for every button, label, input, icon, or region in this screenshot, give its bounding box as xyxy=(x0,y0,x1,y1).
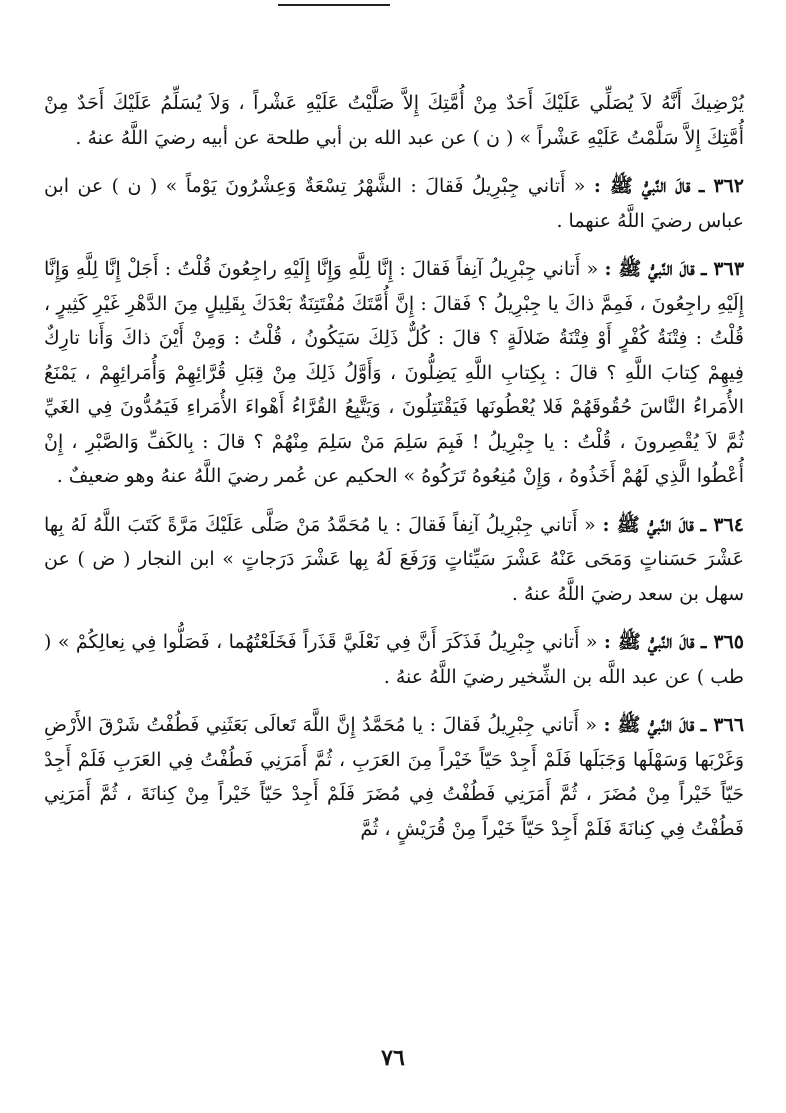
hadith-attribution: قالَ النَّبيُّ ﷺ : xyxy=(593,175,691,197)
paragraph-text: يُرْضِيكَ أَنَّهُ لاَ يُصَلِّي عَلَيْكَ أَحَدٌ مِنْ أُمَّتِكَ إِلاَّ صَلَّيْتُ عَلَيْهِ عَشْراً ، وَلاَ يُسَلِّمُ عَلَيْكَ أَحَدٌ مِنْ أُمَّتِكَ إِلاَّ سَلَّمْتُ عَلَيْهِ عَشْراً » ( ن ) عن عبد الله بن أبي طلحة عن أبيه رضيَ اللَّهُ عنهُ . xyxy=(44,92,744,149)
paragraph-text: « أَتاني جِبْرِيلُ فَقالَ : يا مُحَمَّدُ إِنَّ اللَّهَ تَعالَى بَعَثَنِي فَطُفْتُ شَرْقَ الأَرْضِ وَغَرْبَها وَسَهْلَها وَجَبَلَها فَلَمْ أَجِدْ حَيّاً خَيْراً مِنَ العَرَبِ ، ثُمَّ أَمَرَنِي فَطُفْتُ فِي العَرَبِ فَلَمْ أَجِدْ حَيّاً خَيْراً مِنْ مُضَرَ ، ثُمَّ أَمَرَنِي فَطُفْتُ فِي مُضَرَ فَلَمْ أَجِدْ حَيّاً خَيْراً مِنْ كِنانَةَ ، ثُمَّ أَمَرَنِي فَطُفْتُ فِي كِنانَةَ فَلَمْ أَجِدْ حَيّاً خَيْراً مِنْ قُرَيْشٍ ، ثُمَّ xyxy=(44,714,744,840)
page-number: ٧٦ xyxy=(381,1045,405,1071)
hadith-number: ٣٦٥ ـ xyxy=(700,631,744,653)
paragraph-text: « أَتاني جِبْرِيلُ آنِفاً فَقالَ : يا مُحَمَّدُ مَنْ صَلَّى عَلَيْكَ مَرَّةً كَتَبَ اللَّهُ لَهُ بِها عَشْرَ حَسَناتٍ وَمَحَى عَنْهُ عَشْرَ سَيِّئاتٍ وَرَفَعَ لَهُ بِها عَشْرَ دَرَجاتٍ » ابن النجار ( ض ) عن سهل بن سعد رضيَ اللَّهُ عنهُ . xyxy=(44,513,744,605)
hadith-number: ٣٦٢ ـ xyxy=(698,175,745,197)
page-body xyxy=(44,86,744,1036)
hadith-number: ٣٦٤ ـ xyxy=(700,513,744,536)
paragraph-361-tail xyxy=(44,86,744,155)
hadith-attribution: قالَ النَّبيُّ ﷺ : xyxy=(602,513,694,536)
paragraph-text: « أَتاني جِبْرِيلُ فَقالَ : الشَّهْرُ تِسْعَةٌ وَعِشْرُونَ يَوْماً » ( ن ) عن ابن عباس رضيَ اللَّهُ عنهما . xyxy=(44,175,744,232)
paragraph-362 xyxy=(44,169,744,238)
paragraph-363 xyxy=(44,252,744,494)
paragraph-text: « أَتاني جِبْرِيلُ آنِفاً فَقالَ : إِنَّا لِلَّهِ وَإِنَّا إِلَيْهِ راجِعُونَ قُلْتُ : أَجَلْ إِنَّا لِلَّهِ وَإِنَّا إِلَيْهِ راجِعُونَ ، فَمِمَّ ذاكَ يا جِبْرِيلُ ؟ فَقالَ : إِنَّ أُمَّتَكَ مُفْتَتِنَةٌ بَعْدَكَ بِقَلِيلٍ مِنَ الدَّهْرِ غَيْرِ كَثِيرٍ ، قُلْتُ : فِتْنَةُ كُفْرٍ أَوْ فِتْنَةُ ضَلالَةٍ ؟ قالَ : كُلٌّ ذَلِكَ سَيَكُونُ ، قُلْتُ : وَمِنْ أَيْنَ ذاكَ وَأَنا تارِكٌ فِيهِمْ كِتابَ اللَّهِ ؟ قالَ : بِكِتابِ اللَّهِ يَضِلُّونَ ، وَأَوَّلُ ذَلِكَ مِنْ قِبَلِ قُرَّائِهِمْ وَأُمَرائِهِمْ ، يَمْنَعُ الأُمَراءُ النَّاسَ حُقُوقَهُمْ فَلا يُعْطُونَها فَيَقْتَتِلُونَ ، وَيَتَّبِعُ القُرَّاءُ أَهْواءَ الأُمَراءِ فَيَمُدُّونَ فِي الغَيِّ ثُمَّ لاَ يُقْصِرونَ ، قُلْتُ : يا جِبْرِيلُ ! فَبِمَ سَلِمَ مَنْ سَلِمَ مِنْهُمْ ؟ قالَ : بِالكَفِّ وَالصَّبْرِ ، إِنْ أُعْطُوا الَّذِي لَهُمْ أَخَذُوهُ ، وَإِنْ مُنِعُوهُ تَرَكُوهُ » الحكيم عن عُمر رضيَ اللَّهُ عنهُ وهو ضعيفٌ . xyxy=(44,258,744,487)
paragraph-365 xyxy=(44,625,744,694)
hadith-attribution: قالَ النَّبيُّ ﷺ : xyxy=(604,258,695,280)
hadith-attribution: قالَ النَّبيُّ ﷺ : xyxy=(603,714,695,736)
paragraph-364 xyxy=(44,508,744,612)
top-rule xyxy=(278,4,390,6)
paragraph-366 xyxy=(44,708,744,846)
paragraph-text: « أَتاني جِبْرِيلُ فَذَكَرَ أَنَّ فِي نَعْلَيَّ قَذَراً فَخَلَعْتُهُما ، فَصَلُّوا فِي نِعالِكُمْ » ( طب ) عن عبد اللَّه بن الشِّخير رضيَ اللَّهُ عنهُ . xyxy=(44,631,744,688)
hadith-number: ٣٦٦ ـ xyxy=(700,714,745,736)
hadith-attribution: قالَ النَّبيُّ ﷺ : xyxy=(603,631,695,653)
hadith-number: ٣٦٣ ـ xyxy=(700,258,745,280)
